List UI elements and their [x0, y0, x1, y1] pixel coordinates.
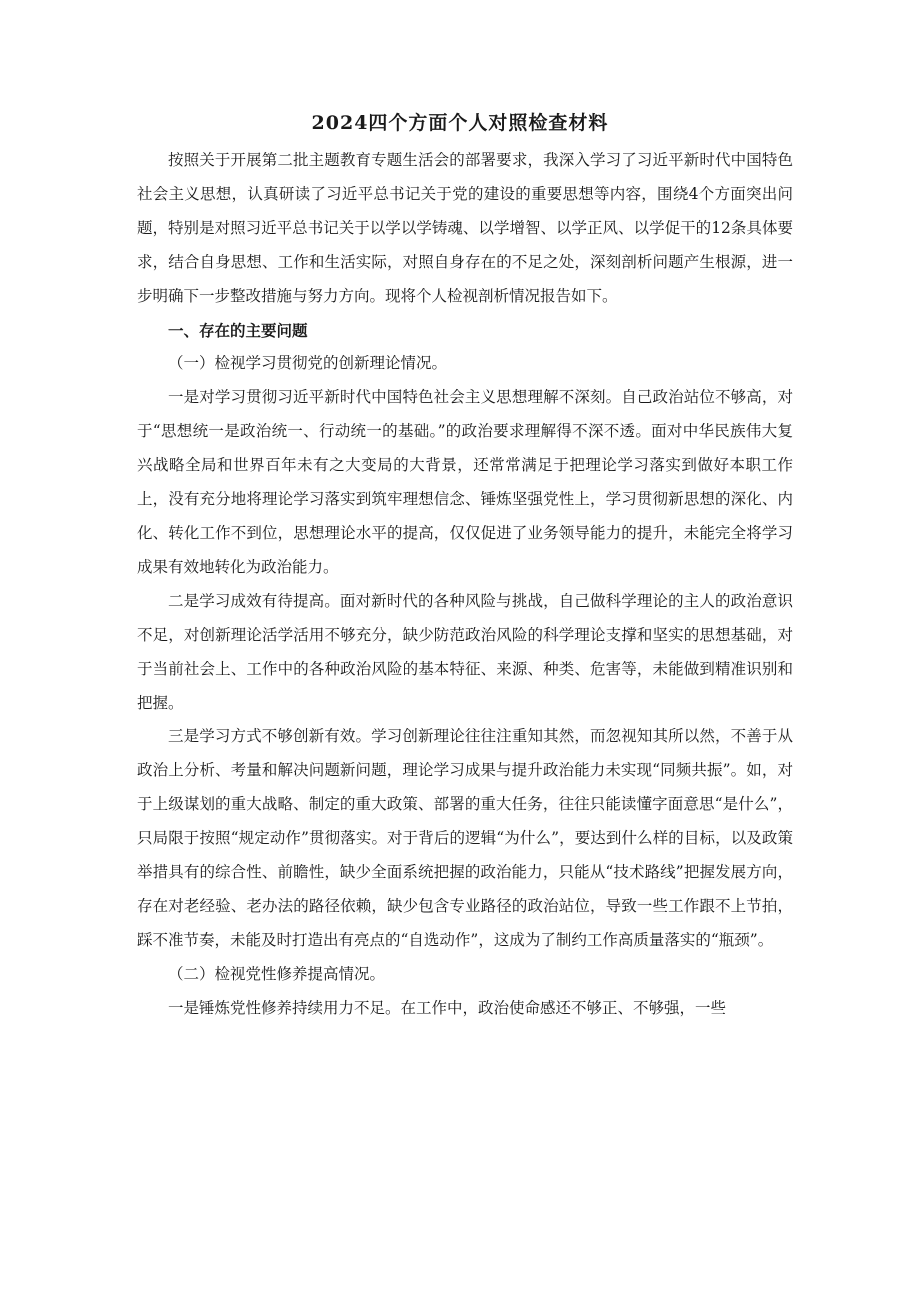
- paragraph-party-spirit-1: 一是锤炼党性修养持续用力不足。在工作中，政治使命感还不够正、不够强，一些: [168, 998, 727, 1017]
- paragraph-problem-2: 二是学习成效有待提高。面对新时代的各种风险与挑战，自己做科学理论的主人的政治意识不足，对创新理论活学活用不够充分，缺少防范政治风险的科学理论支撑和坚实的思想基础，对于当前社会上、工作中的各种政治风险的基本特征、来源、种类、危害等，未能做到精准识别和把握。: [137, 591, 793, 712]
- subsection-heading-party-spirit: （二）检视党性修养提高情况。: [168, 964, 386, 983]
- subsection-heading-theory-study: （一）检视学习贯彻党的创新理论情况。: [168, 354, 448, 373]
- paragraph-problem-1: 一是对学习贯彻习近平新时代中国特色社会主义思想理解不深刻。自己政治站位不够高，对于“思想统一是政治统一、行动统一的基础。”的政治要求理解得不深不透。面对中华民族伟大复兴战略全局和世界百年未有之大变局的大背景，还常常满足于把理论学习落实到做好本职工作上，没有充分地将理论学习落实到筑牢理想信念、锤炼坚强党性上，学习贯彻新思想的深化、内化、转化工作不到位，思想理论水平的提高，仅仅促进了业务领导能力的提升，未能完全将学习成果有效地转化为政治能力。: [137, 388, 793, 576]
- paragraph-problem-3: 三是学习方式不够创新有效。学习创新理论往往注重知其然，而忽视知其所以然，不善于从政治上分析、考量和解决问题新问题，理论学习成果与提升政治能力未实现“同频共振”。如，对于上级谋划的重大战略、制定的重大政策、部署的重大任务，往往只能读懂字面意思“是什么”，只局限于按照“规定动作”贯彻落实。对于背后的逻辑“为什么”，要达到什么样的目标，以及政策举措具有的综合性、前瞻性，缺少全面系统把握的政治能力，只能从“技术路线”把握发展方向，存在对老经验、老办法的路径依赖，缺少包含专业路径的政治站位，导致一些工作跟不上节拍，踩不准节奏，未能及时打造出有亮点的“自选动作”，这成为了制约工作高质量落实的“瓶颈”。: [137, 727, 793, 949]
- document-body: [137, 144, 793, 1026]
- intro-paragraph: 按照关于开展第二批主题教育专题生活会的部署要求，我深入学习了习近平新时代中国特色社会主义思想，认真研读了习近平总书记关于党的建设的重要思想等内容，围绕4个方面突出问题，特别是对照习近平总书记关于以学以学铸魂、以学增智、以学正风、以学促干的12条具体要求，结合自身思想、工作和生活实际，对照自身存在的不足之处，深刻剖析问题产生根源，进一步明确下一步整改措施与努力方向。现将个人检视剖析情况报告如下。: [137, 151, 793, 305]
- document-title: 2024四个方面个人对照检查材料: [311, 112, 609, 134]
- section-heading-main-problems: 一、存在的主要问题: [168, 320, 308, 340]
